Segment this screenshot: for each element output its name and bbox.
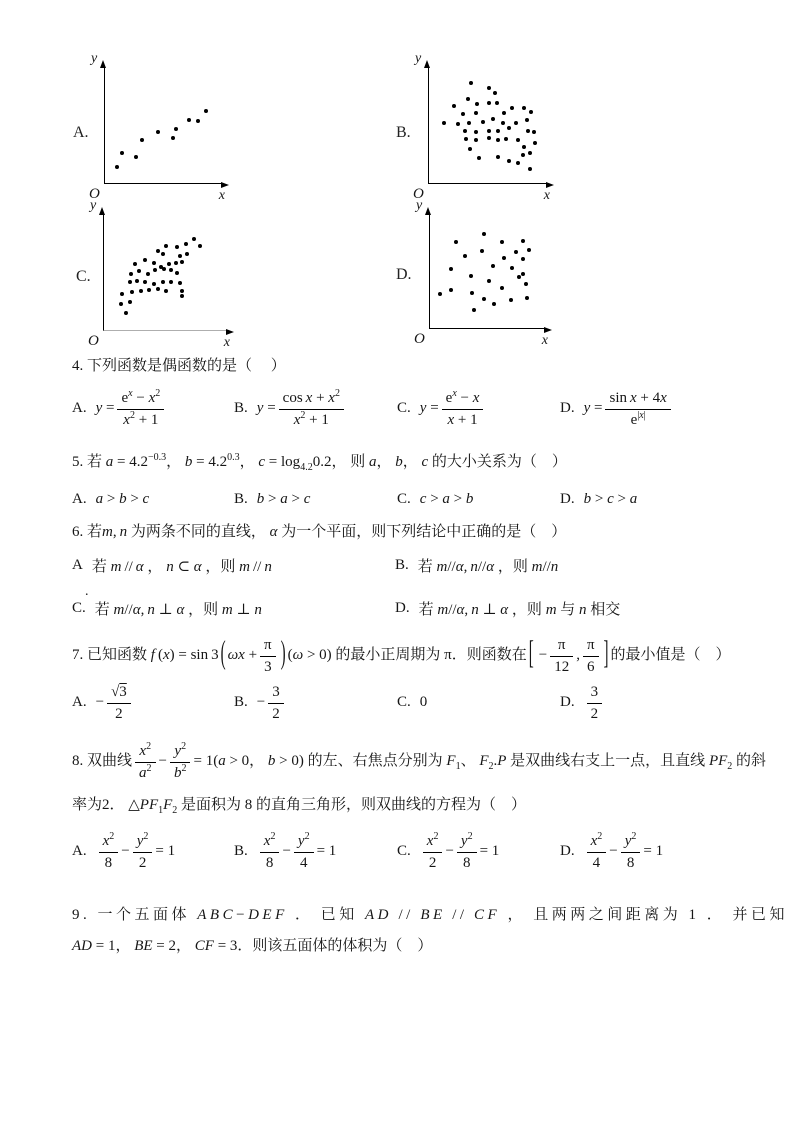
scatter-point (161, 280, 165, 284)
scatter-point (143, 280, 147, 284)
scatter-point (162, 267, 166, 271)
scatter-point (474, 111, 478, 115)
scatter-point (174, 127, 178, 131)
scatter-point (167, 262, 171, 266)
option-formula: $\frac{3}{2}$ (584, 683, 606, 722)
scatter-point (496, 129, 500, 133)
question-8-stem-line-1: 8. 双曲线 $\frac{x^2}{a^2}$ − $\frac{y^2}{b^2}$ = 1(a > 0， b > 0) 的左、右焦点分别为 $F_1$、 $F_2.P$ 是双曲线右支上一点，且直线 $PF_2$ 的斜 (72, 741, 767, 781)
option-letter: B. (395, 557, 409, 573)
option-letter: C. (397, 491, 411, 507)
scatter-point (524, 282, 528, 286)
scatter-point (528, 151, 532, 155)
option-letter: D. (560, 694, 575, 710)
question-9-stem-line-1: 9. 一个五面体 ABC−DEF ． 已知 AD // BE // CF ， 且两两之间距离为 1 ． 并已知 (72, 907, 788, 923)
question-9-stem-line-2: AD = 1， BE = 2， CF = 3．则该五面体的体积为（ ） (72, 938, 433, 954)
x-axis-label: x (218, 188, 225, 203)
scatter-point (115, 165, 119, 169)
question-7-option-b (234, 683, 397, 722)
scatter-point (487, 86, 491, 90)
plot-option-label-c: C. (76, 268, 91, 285)
scatter-point (175, 245, 179, 249)
scatter-point (493, 91, 497, 95)
scatter-point (487, 279, 491, 283)
scatter-point (463, 129, 467, 133)
option-letter: A. (72, 843, 87, 859)
scatter-point (464, 137, 468, 141)
scatter-plot-d (414, 198, 548, 348)
scatter-point (461, 112, 465, 116)
question-5-stem: 5. 若 $a = 4.2^{-0.3}$， $b = 4.2^{0.3}$， $c = \log_{4.2}0.2$， 则 a， b， c 的大小关系为（ ） (72, 452, 567, 473)
scatter-point (487, 129, 491, 133)
scatter-point (120, 151, 124, 155)
scatter-point (139, 289, 143, 293)
scatter-point (124, 311, 128, 315)
scatter-point (504, 137, 508, 141)
option-text: 若 m//α, n ⊥ α ，则 m ⊥ n (94, 602, 262, 618)
scatter-point (164, 244, 168, 248)
question-5-options (72, 491, 742, 508)
scatter-point (178, 254, 182, 258)
scatter-point (129, 272, 133, 276)
option-formula: 0 (419, 694, 428, 710)
scatter-point (470, 291, 474, 295)
y-axis-label: y (416, 198, 423, 213)
question-6-option-b (395, 555, 742, 576)
scatter-point (175, 271, 179, 275)
question-6-options-row-2 (72, 598, 742, 619)
scatter-point (146, 272, 150, 276)
scatter-point (152, 261, 156, 265)
scatter-point (180, 289, 184, 293)
scatter-point (521, 257, 525, 261)
question-5-option-c (397, 491, 560, 508)
option-formula: y = $\frac{e^x - x^2}{x^2 + 1}$ (96, 389, 168, 428)
scatter-point (120, 292, 124, 296)
option-text: 若 m//α, n//α ，则 m//n (417, 559, 559, 575)
scatter-point (143, 258, 147, 262)
scatter-point (474, 138, 478, 142)
scatter-point (514, 250, 518, 254)
scatter-point (501, 121, 505, 125)
question-5 (72, 452, 742, 508)
question-7-option-d (560, 683, 742, 722)
scatter-point (469, 81, 473, 85)
scatter-point (517, 275, 521, 279)
question-8-option-c (397, 832, 560, 871)
x-axis-label: x (543, 188, 550, 203)
scatter-point (526, 129, 530, 133)
scatter-point (491, 264, 495, 268)
x-axis-label: x (541, 333, 548, 348)
scatter-point (133, 262, 137, 266)
scatter-point (482, 297, 486, 301)
scatter-point (178, 281, 182, 285)
question-4-option-a (72, 389, 234, 428)
scatter-point (449, 267, 453, 271)
scatter-point (192, 237, 196, 241)
question-6-option-a (72, 555, 395, 576)
plot-option-label-d: D. (396, 266, 412, 283)
scatter-plot-b (413, 51, 550, 203)
scatter-point (496, 138, 500, 142)
option-letter: B. (234, 843, 248, 859)
option-letter: C. (397, 694, 411, 710)
scatter-point (500, 286, 504, 290)
scatter-point (521, 272, 525, 276)
x-axis-arrow-icon (546, 182, 554, 188)
scatter-point (152, 282, 156, 286)
question-8-option-b (234, 832, 397, 871)
scatter-point (492, 302, 496, 306)
question-7-option-a (72, 683, 234, 722)
scatter-point (522, 106, 526, 110)
scatter-point (128, 300, 132, 304)
scatter-point (456, 122, 460, 126)
question-5-option-a (72, 491, 234, 508)
scatter-point (521, 239, 525, 243)
scatter-point (147, 288, 151, 292)
option-formula: $\frac{x^2}{4}$ − $\frac{y^2}{8}$ = 1 (584, 832, 664, 871)
plot-option-label-a: A. (73, 124, 89, 141)
scatter-point (525, 296, 529, 300)
question-7-option-c (397, 694, 560, 711)
question-7-options (72, 683, 742, 722)
option-formula: $\frac{x^2}{2}$ − $\frac{y^2}{8}$ = 1 (420, 832, 500, 871)
option-letter: B. (234, 491, 248, 507)
y-axis-label: y (91, 51, 98, 66)
option-formula: $\frac{x^2}{8}$ − $\frac{y^2}{2}$ = 1 (96, 832, 176, 871)
option-text: a > b > c (95, 491, 150, 507)
option-text: b > c > a (583, 491, 638, 507)
scatter-point (514, 121, 518, 125)
scatter-point (454, 240, 458, 244)
question-6 (72, 522, 742, 619)
y-axis-label: y (415, 51, 422, 66)
scatter-point (487, 101, 491, 105)
scatter-point (472, 308, 476, 312)
option-letter: B. (234, 400, 248, 416)
scatter-point (204, 109, 208, 113)
scatter-point (171, 136, 175, 140)
scatter-point (135, 279, 139, 283)
scatter-point (198, 244, 202, 248)
question-6-option-d (395, 598, 742, 619)
y-axis-arrow-icon (99, 207, 105, 215)
scatter-point (130, 290, 134, 294)
question-9 (72, 905, 788, 957)
scatter-point (487, 136, 491, 140)
scatter-point (463, 254, 467, 258)
option-letter: D. (395, 600, 410, 616)
scatter-point (156, 287, 160, 291)
option-text: b > a > c (256, 491, 311, 507)
question-8-option-d (560, 832, 742, 871)
scatter-point (480, 249, 484, 253)
question-7 (72, 636, 742, 722)
question-8-stem-line-2: 率为2． $\triangle PF_1F_2$ 是面积为 8 的直角三角形，则双曲线的方程为（ ） (72, 797, 527, 816)
option-letter: D. (560, 400, 575, 416)
scatter-plot-a (89, 51, 225, 203)
question-6-stem: 6. 若m, n 为两条不同的直线， α 为一个平面，则下列结论中正确的是（ ） (72, 524, 567, 540)
plot-option-label-b: B. (396, 124, 411, 141)
option-letter: C. (72, 600, 86, 616)
scatter-point (156, 249, 160, 253)
scatter-point (475, 102, 479, 106)
scatter-point (140, 138, 144, 142)
scatter-point (527, 248, 531, 252)
x-axis-arrow-icon (226, 329, 234, 335)
scatter-point (169, 268, 173, 272)
scatter-point (525, 118, 529, 122)
scatter-point (153, 268, 157, 272)
question-4-stem: 4. 下列函数是偶函数的是（ ） (72, 358, 286, 374)
scatter-point (169, 280, 173, 284)
scatter-point (468, 147, 472, 151)
scatter-point (502, 111, 506, 115)
scatter-point (119, 302, 123, 306)
origin-label: O (88, 333, 99, 349)
scatter-point (507, 159, 511, 163)
scatter-point (185, 252, 189, 256)
x-axis-arrow-icon (221, 182, 229, 188)
scatter-point (510, 106, 514, 110)
scatter-point (500, 240, 504, 244)
scatter-point (180, 260, 184, 264)
scatter-point (477, 156, 481, 160)
scatter-point (161, 252, 165, 256)
question-6-option-c (72, 598, 395, 619)
option-letter: D. (560, 491, 575, 507)
scatter-point (533, 141, 537, 145)
scatter-point (137, 269, 141, 273)
question-4-option-c (397, 389, 560, 428)
option-letter: C. (397, 843, 411, 859)
scatter-point (449, 288, 453, 292)
option-formula: − $\frac{√3}{2}$ (96, 683, 134, 722)
scatter-point (452, 104, 456, 108)
scan-artifact-dot: . (85, 584, 89, 599)
option-letter: B. (234, 694, 248, 710)
question-6-options-row-1 (72, 555, 742, 576)
scatter-point (496, 155, 500, 159)
option-text: 若 m//α, n ⊥ α ，则 m 与 n 相交 (418, 602, 621, 618)
scatter-point (128, 280, 132, 284)
scatter-point (507, 126, 511, 130)
x-axis-label: x (223, 335, 230, 350)
y-axis-arrow-icon (424, 60, 430, 68)
origin-label: O (414, 331, 425, 347)
origin-label: O (413, 186, 424, 202)
scatter-point (532, 130, 536, 134)
option-formula: − $\frac{3}{2}$ (257, 683, 287, 722)
question-5-option-b (234, 491, 397, 508)
scatter-point (481, 120, 485, 124)
scatter-point (509, 298, 513, 302)
question-7-stem: 7. 已知函数 f (x) = sin 3 ( ωx + $\frac{\pi}{3}$ ) (ω > 0) 的最小正周期为 π．则函数在 [ − $\frac{\pi}{12}$ , $\frac{\pi}{6}$ ] 的最小值是（ ） (72, 636, 731, 675)
scatter-point (180, 294, 184, 298)
y-axis-label: y (90, 198, 97, 213)
option-formula: y = $\frac{\text{sin x + 4x}}{e^{|x|}}$ (584, 389, 674, 428)
scatter-point (196, 119, 200, 123)
question-8-option-a (72, 832, 234, 871)
y-axis-arrow-icon (100, 60, 106, 68)
scatter-point (516, 161, 520, 165)
scatter-point (156, 130, 160, 134)
scatter-point (442, 121, 446, 125)
option-formula: y = $\frac{e^x - x}{x + 1}$ (420, 389, 487, 428)
question-8-options (72, 832, 742, 871)
scatter-point (510, 266, 514, 270)
option-letter: C. (397, 400, 411, 416)
origin-label: O (89, 186, 100, 202)
scatter-point (467, 121, 471, 125)
option-text: c > a > b (419, 491, 474, 507)
option-formula: y = $\frac{\cos x + x^2}{x^2 + 1}$ (257, 389, 347, 428)
scatter-point (495, 101, 499, 105)
scatter-point (134, 155, 138, 159)
scatter-point (184, 242, 188, 246)
scatter-point (469, 274, 473, 278)
scatter-plot-c (88, 198, 230, 350)
option-text: 若 m // α ， n ⊂ α ，则 m // n (91, 559, 272, 575)
scatter-point (522, 145, 526, 149)
question-4-options (72, 389, 742, 428)
option-letter: A. (72, 491, 87, 507)
scatter-point (187, 118, 191, 122)
scatter-point (491, 117, 495, 121)
question-8 (72, 741, 767, 871)
scatter-point (482, 232, 486, 236)
question-4-option-b (234, 389, 397, 428)
scatter-point (474, 130, 478, 134)
question-5-option-d (560, 491, 742, 508)
option-letter: A (72, 557, 83, 573)
scatter-point (438, 292, 442, 296)
scatter-point (521, 153, 525, 157)
x-axis-arrow-icon (544, 327, 552, 333)
option-formula: $\frac{x^2}{8}$ − $\frac{y^2}{4}$ = 1 (257, 832, 337, 871)
scatter-point (528, 167, 532, 171)
scatter-point (174, 261, 178, 265)
scatter-point (164, 289, 168, 293)
option-letter: D. (560, 843, 575, 859)
question-4 (72, 356, 742, 428)
option-letter: A. (72, 400, 87, 416)
scatter-point (516, 138, 520, 142)
y-axis-arrow-icon (425, 207, 431, 215)
option-letter: A. (72, 694, 87, 710)
scatter-point (529, 110, 533, 114)
question-4-option-d (560, 389, 742, 428)
scatter-point (502, 256, 506, 260)
scatter-point (466, 97, 470, 101)
